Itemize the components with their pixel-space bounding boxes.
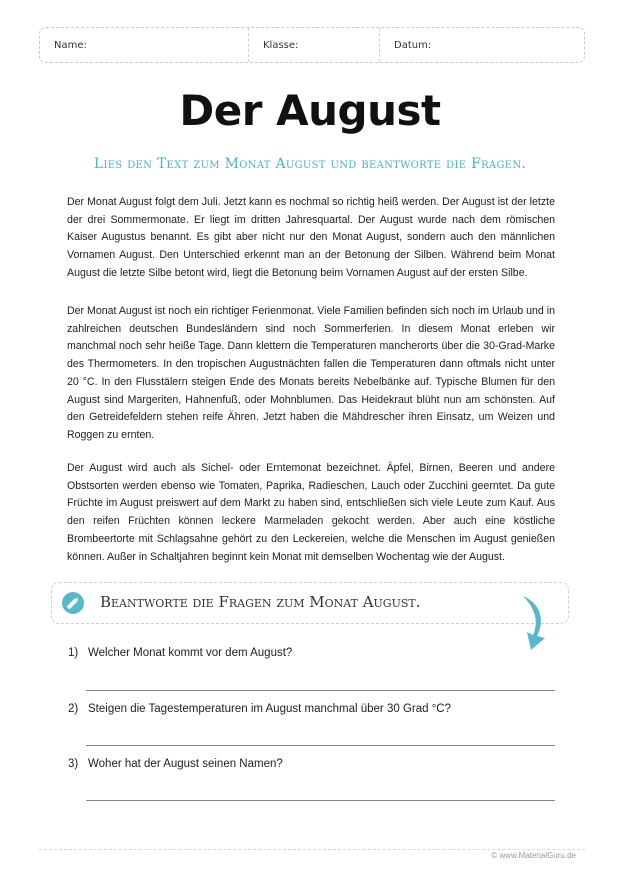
questions-heading-bar <box>51 582 569 624</box>
question-2-text: Steigen die Tagestemperaturen im August manchmal über 30 Grad °C? <box>88 703 452 715</box>
name-class-date-header <box>39 27 585 63</box>
footer-divider <box>39 849 585 850</box>
answer-line-3[interactable] <box>86 800 555 801</box>
name-field[interactable] <box>40 28 249 62</box>
instruction-subtitle: Lies den Text zum Monat August und beantworte die Fragen. <box>93 156 527 172</box>
question-1-number: 1) <box>68 647 79 659</box>
class-label: Klasse: <box>263 39 299 51</box>
question-1-text: Welcher Monat kommt vor dem August? <box>88 647 293 659</box>
copyright-notice: © www.MaterialGuru.de <box>491 851 576 860</box>
question-2 <box>68 703 451 715</box>
curved-arrow-down-icon <box>515 594 555 654</box>
answer-line-2[interactable] <box>86 745 555 746</box>
page-title: Der August <box>179 86 441 135</box>
paragraph-1: Der Monat August folgt dem Juli. Jetzt kann es nochmal so richtig heiß werden. Der August ist der letzte der drei Sommermonate. Er liegt im dritten Jahresquartal. Der August wurde nach dem römischen Kaiser Augustus benannt. Es gibt aber nicht nur den Monat August, sondern auch den männlichen Vornamen August. Den Unterschied erkennt man an der Betonung der Silben. Während beim Monat August die letzte Silbe betont wird, liegt die Betonung beim Vornamen August auf der ersten Silbe. <box>67 196 555 279</box>
paragraph-2: Der Monat August ist noch ein richtiger Ferienmonat. Viele Familien befinden sich noch im Urlaub und in zahlreichen deutschen Bundesländern sind noch Sommerferien. In diesem Monat erleben wir manchmal noch sehr heiße Tage. Dann klettern die Temperaturen mancherorts über die 30-Grad-Marke des Thermometers. In den tropischen Augustnächten fallen die Temperaturen dann oftmals nicht unter 20 °C. In den Flusstälern steigen Ende des Monats bereits Nebelbänke auf. Typische Blumen für den August sind Margeriten, Hahnenfuß, oder Mohnblumen. Das Heidekraut blüht nun am schönsten. Auf den Getreidefeldern stehen reife Ähren. Jetzt haben die Mähdrescher ihren Einsatz, um Weizen und Roggen zu ernten. <box>67 305 555 441</box>
question-3-number: 3) <box>68 758 79 770</box>
question-2-number: 2) <box>68 703 79 715</box>
answer-line-1[interactable] <box>86 690 555 691</box>
pencil-icon <box>62 592 84 614</box>
name-label: Name: <box>54 39 87 51</box>
question-1 <box>68 647 292 659</box>
questions-heading: Beantworte die Fragen zum Monat August. <box>100 593 421 611</box>
question-3-text: Woher hat der August seinen Namen? <box>88 758 283 770</box>
date-label: Datum: <box>394 39 432 51</box>
date-field[interactable] <box>380 28 584 62</box>
question-3 <box>68 758 283 770</box>
paragraph-3: Der August wird auch als Sichel- oder Erntemonat bezeichnet. Äpfel, Birnen, Beeren und andere Obstsorten werden ebenso wie Tomaten, Paprika, Radieschen, Lauch oder Zucchini geerntet. Da gute Früchte im August preiswert auf dem Markt zu haben sind, entschließen sich viele Leute zum Kauf. Aus den reifen Früchten können leckere Marmeladen gekocht werden. Aber auch eine köstliche Brombeertorte mit Schlagsahne gehört zu den Leckereien, welche die Menschen im August genießen können. Außer in Schaltjahren beginnt kein Monat mit demselben Wochentag wie der August. <box>67 462 555 563</box>
class-field[interactable] <box>249 28 380 62</box>
